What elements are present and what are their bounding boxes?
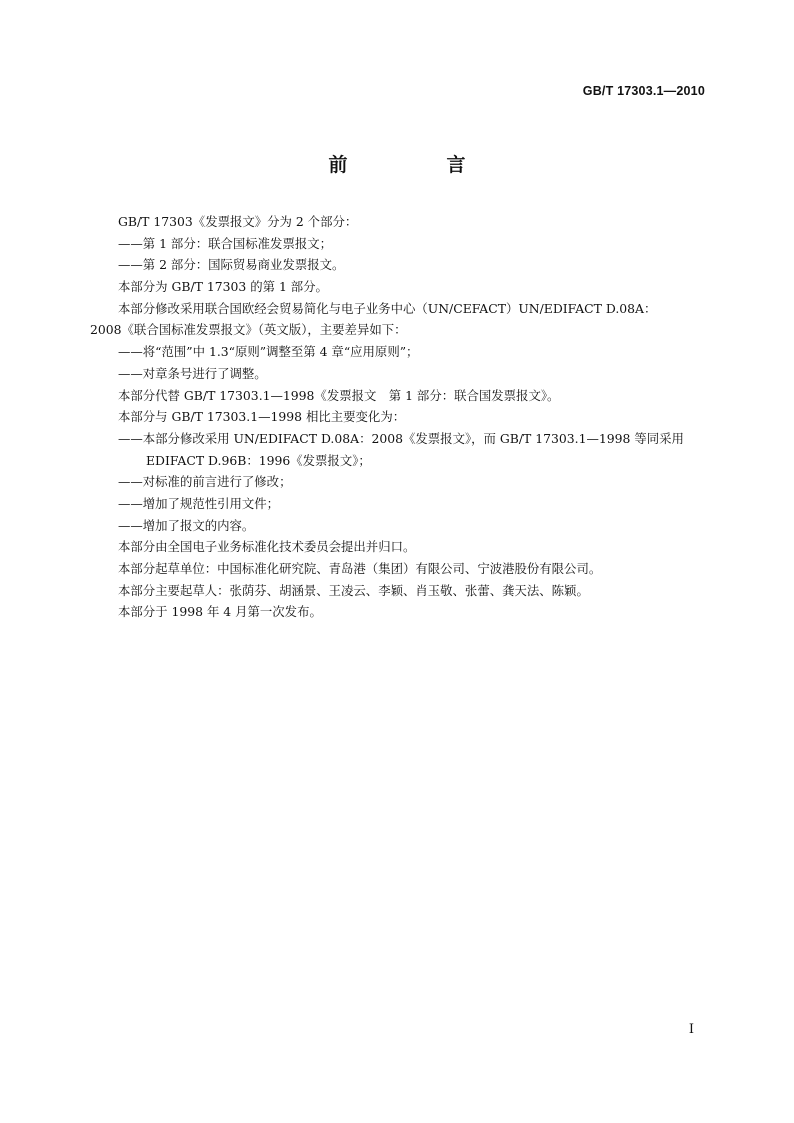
paragraph-line: GB/T 17303《发票报文》分为 2 个部分： <box>118 214 358 229</box>
foreword-body <box>90 211 706 623</box>
paragraph-line: EDIFACT D.96B：1996《发票报文》； <box>146 452 371 468</box>
paragraph-line: ——本部分修改采用 UN/EDIFACT D.08A：2008《发票报文》，而 GB/T 17303.1—1998 等同采用 <box>118 430 684 446</box>
paragraph-line: 本部分起草单位：中国标准化研究院、青岛港（集团）有限公司、宁波港股份有限公司。 <box>118 561 602 576</box>
standard-code: GB/T 17303.1—2010 <box>582 84 705 98</box>
paragraph-line: ——将“范围”中 1.3“原则”调整至第 4 章“应用原则”； <box>118 344 419 360</box>
paragraph-line: 本部分于 1998 年 4 月第一次发布。 <box>118 604 322 620</box>
paragraph-line: ——增加了报文的内容。 <box>118 517 255 533</box>
paragraph-line: ——第 1 部分：联合国标准发票报文； <box>118 235 333 251</box>
paragraph-line: 本部分修改采用联合国欧经会贸易简化与电子业务中心（UN/CEFACT）UN/EDIFACT D.08A： <box>118 300 657 316</box>
paragraph-line: ——对章条号进行了调整。 <box>118 365 267 381</box>
paragraph-line: 本部分与 GB/T 17303.1—1998 相比主要变化为： <box>118 409 406 425</box>
page-number: I <box>688 1022 694 1037</box>
paragraph-line: 本部分为 GB/T 17303 的第 1 部分。 <box>118 279 328 295</box>
paragraph-line: ——对标准的前言进行了修改； <box>118 474 292 490</box>
paragraph-line: 本部分代替 GB/T 17303.1—1998《发票报文 第 1 部分：联合国发票报文》。 <box>118 387 560 403</box>
paragraph-line: ——第 2 部分：国际贸易商业发票报文。 <box>118 257 345 273</box>
paragraph-line: 本部分由全国电子业务标准化技术委员会提出并归口。 <box>118 539 416 555</box>
paragraph-line: 本部分主要起草人：张荫芬、胡涵景、王凌云、李颖、肖玉敬、张蕾、龚天法、陈颖。 <box>118 582 589 598</box>
page-title: 前 言 <box>328 154 506 176</box>
paragraph-line: ——增加了规范性引用文件； <box>118 495 280 511</box>
paragraph-line: 2008《联合国标准发票报文》（英文版），主要差异如下： <box>90 322 407 338</box>
